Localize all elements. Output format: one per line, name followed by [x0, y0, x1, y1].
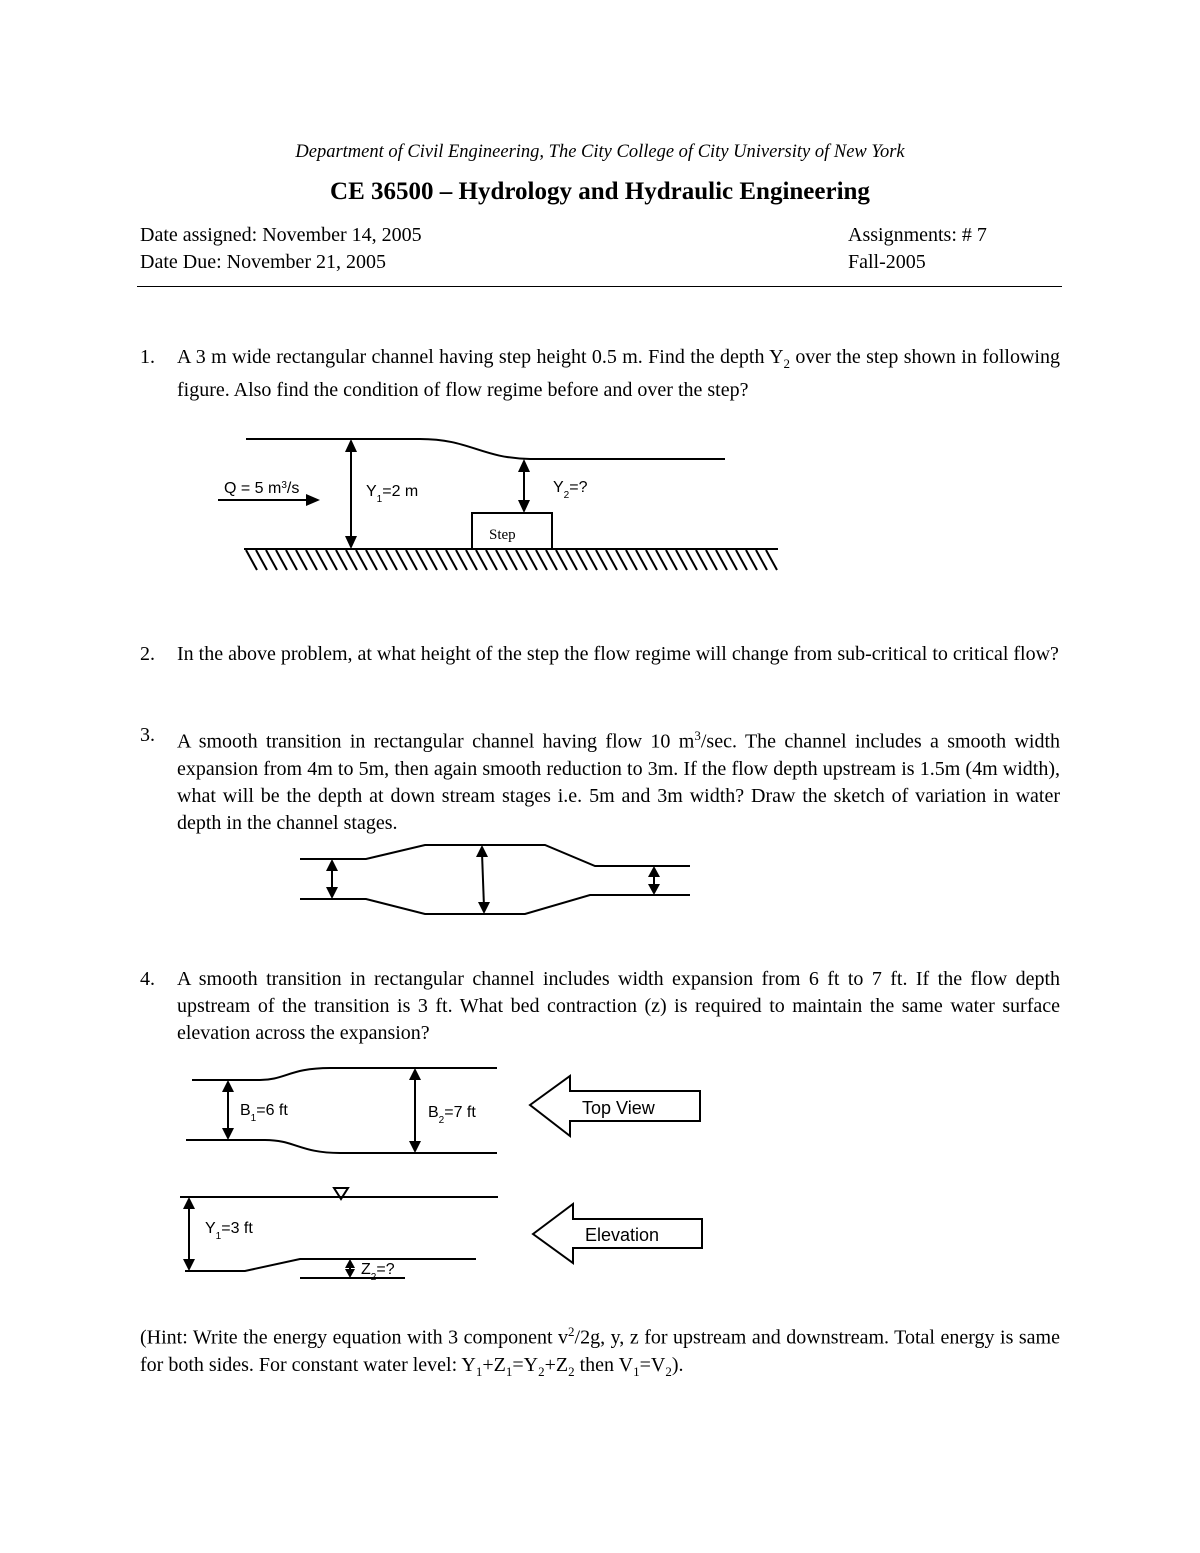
hatch-line [256, 550, 267, 570]
hatch-line [546, 550, 557, 570]
question-text: A 3 m wide rectangular channel having step height 0.5 m. Find the depth $Y_2$ over the step shown in following figure. Also find the condition of flow regime before and over the step? [177, 346, 1060, 401]
hatch-line [476, 550, 487, 570]
hatch-line [526, 550, 537, 570]
b2-label: $B_2=7$ ft [428, 1104, 476, 1126]
hatch-line [276, 550, 287, 570]
assignment-number: Assignments: # 7 [848, 224, 987, 246]
question-text: A smooth transition in rectangular channel having flow 10 $m^3/\sec$. The channel includes a smooth width expansion from 4m to 5m, then again smooth reduction to 3m. If the flow depth upstream is 1.5m (4m width), what will be the depth at down stream stages i.e. 5m and 3m width? Draw the sketch of variation in water depth in the channel stages. [177, 728, 1061, 834]
hatch-line [366, 550, 377, 570]
hatch-line [326, 550, 337, 570]
hatch-line [396, 550, 407, 570]
hatch-line [336, 550, 347, 570]
hatch-line [566, 550, 577, 570]
question-1 [140, 344, 1060, 404]
hatch-line [266, 550, 277, 570]
hint-paragraph: (Hint: Write the energy equation with 3 component $v^2/2g$, y, z for upstream and downstream. Total energy is same for both sides. For constant water level: $Y_1+Z_1=Y_2+Z_2$ then $V_1=V_2$). [140, 1324, 1060, 1379]
hatch-line [446, 550, 457, 570]
water-surface-line [246, 439, 725, 459]
hatch-line [376, 550, 387, 570]
z2-arrow-down [345, 1269, 355, 1278]
hatch-line [246, 550, 257, 570]
header-divider [137, 286, 1062, 287]
hatch-line [646, 550, 657, 570]
hatch-line [466, 550, 477, 570]
y1-arrow-down [183, 1259, 195, 1271]
question-text: In the above problem, at what height of the step the flow regime will change from sub-critical to critical flow? [177, 643, 1059, 665]
bed-hatching [246, 550, 777, 570]
hatch-line [586, 550, 597, 570]
hatch-line [696, 550, 707, 570]
hatch-line [436, 550, 447, 570]
hatch-line [346, 550, 357, 570]
upper-boundary [300, 845, 690, 866]
date-due: Date Due: November 21, 2005 [140, 251, 387, 273]
question-number: 2. [140, 643, 155, 665]
hatch-line [616, 550, 627, 570]
hatch-line [576, 550, 587, 570]
y2-label: $Y_2=$? [553, 479, 588, 501]
hatch-line [556, 550, 567, 570]
question-number: 1. [140, 346, 155, 368]
z2-label: $Z_2=$? [361, 1261, 395, 1283]
depth-arrow-1-up [326, 859, 338, 871]
hatch-line [286, 550, 297, 570]
hatch-line [536, 550, 547, 570]
hatch-line [606, 550, 617, 570]
y1-label: $Y_1=2$ m [366, 483, 419, 505]
top-view-label: Top View [582, 1098, 655, 1118]
b1-arrow-down [222, 1128, 234, 1140]
y2-arrowhead-up [518, 459, 530, 472]
hatch-line [316, 550, 327, 570]
depth-arrow-3-up [648, 866, 660, 877]
hatch-line [306, 550, 317, 570]
course-title: CE 36500 – Hydrology and Hydraulic Engineering [330, 178, 870, 205]
hatch-line [626, 550, 637, 570]
b1-label: $B_1=6$ ft [240, 1102, 288, 1124]
hatch-line [756, 550, 767, 570]
term: Fall-2005 [848, 251, 926, 273]
y1-arrow-up [183, 1197, 195, 1209]
step-channel-figure [0, 420, 1200, 580]
y1-arrowhead-up [345, 439, 357, 452]
depth-arrow-1-down [326, 887, 338, 899]
step-label: Step [489, 527, 516, 543]
expansion-figure [0, 1060, 1200, 1290]
b2-arrow-up [409, 1068, 421, 1080]
y2-arrowhead-down [518, 500, 530, 513]
flow-arrowhead [306, 494, 320, 506]
hatch-line [486, 550, 497, 570]
transition-depth-figure [0, 835, 1200, 925]
question-number: 4. [140, 968, 155, 990]
hatch-line [416, 550, 427, 570]
depth-arrow-2-down [478, 902, 490, 914]
top-view-lower-wall [186, 1140, 497, 1153]
b1-arrow-up [222, 1080, 234, 1092]
question-text: A smooth transition in rectangular channel includes width expansion from 6 ft to 7 ft. If the flow depth upstream of the transition is 3 ft. What bed contraction (z) is required to maintain the same water surface elevation across the expansion? [177, 968, 1060, 1044]
hatch-line [636, 550, 647, 570]
hatch-line [746, 550, 757, 570]
top-view-upper-wall [192, 1068, 497, 1080]
date-assigned: Date assigned: November 14, 2005 [140, 224, 422, 246]
hatch-line [426, 550, 437, 570]
question-number: 3. [140, 724, 155, 746]
hatch-line [726, 550, 737, 570]
z2-arrow-up [345, 1259, 355, 1268]
depth-arrow-2-up [476, 845, 488, 857]
hatch-line [716, 550, 727, 570]
depth-arrow-3-down [648, 884, 660, 895]
hatch-line [736, 550, 747, 570]
hatch-line [296, 550, 307, 570]
hatch-line [506, 550, 517, 570]
hatch-line [676, 550, 687, 570]
question-2 [140, 641, 1060, 668]
hatch-line [596, 550, 607, 570]
hatch-line [766, 550, 777, 570]
y1-arrowhead-down [345, 536, 357, 549]
lower-boundary [300, 895, 690, 914]
y1-depth-label: $Y_1=3$ ft [205, 1220, 253, 1242]
hatch-line [686, 550, 697, 570]
question-3 [140, 722, 1060, 837]
elevation-label: Elevation [585, 1225, 660, 1245]
hatch-line [356, 550, 367, 570]
hatch-line [406, 550, 417, 570]
hatch-line [516, 550, 527, 570]
hatch-line [656, 550, 667, 570]
hatch-line [706, 550, 717, 570]
hatch-line [456, 550, 467, 570]
hatch-line [496, 550, 507, 570]
flow-label: Q = 5 $m^3/s$ [224, 479, 300, 497]
hatch-line [386, 550, 397, 570]
hatch-line [666, 550, 677, 570]
department-line: Department of Civil Engineering, The City College of City University of New York [295, 142, 905, 162]
b2-arrow-down [409, 1141, 421, 1153]
elevation-bed [185, 1259, 476, 1271]
question-4 [140, 966, 1060, 1047]
